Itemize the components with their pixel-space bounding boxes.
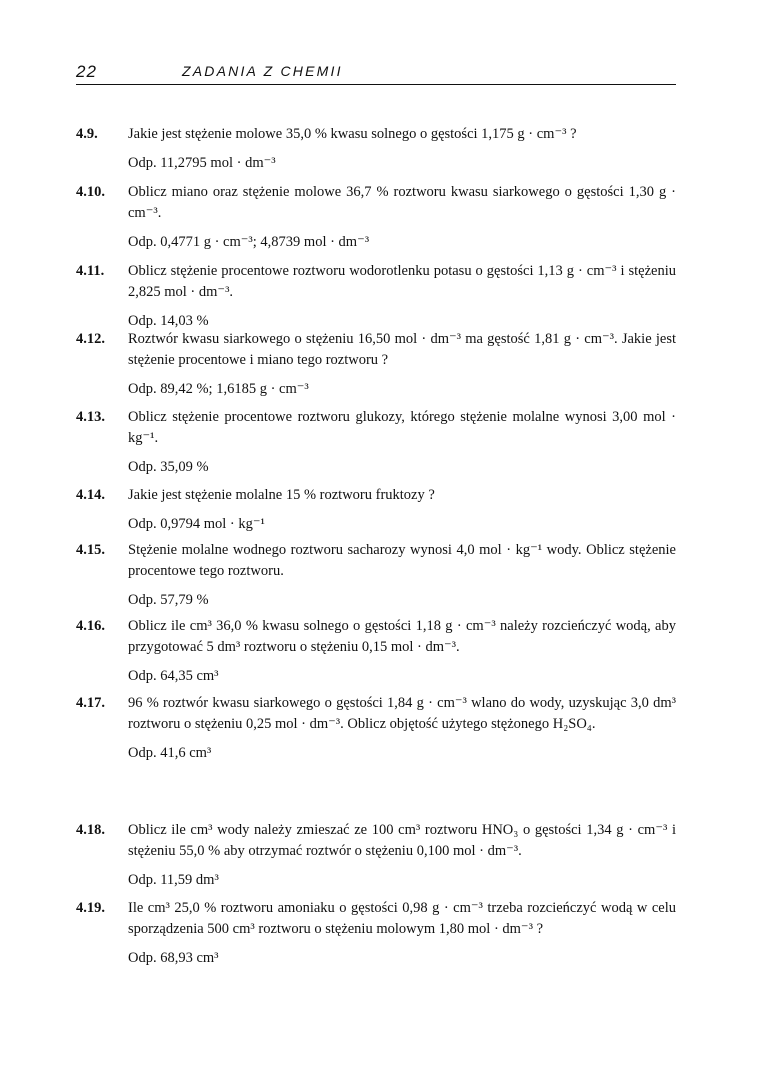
problem-text: Oblicz stężenie procentowe roztworu glukozy, którego stężenie molalne wynosi 3,00 mol · kg⁻¹. [128,409,676,446]
problem-4-19 [76,898,676,969]
problem-text: Roztwór kwasu siarkowego o stężeniu 16,50 mol · dm⁻³ ma gęstość 1,81 g · cm⁻³. Jakie jest stężenie procentowe i miano tego roztworu ? [128,331,676,368]
problem-4-14 [76,485,676,535]
problem-answer: Odp. 0,4771 g · cm⁻³; 4,8739 mol · dm⁻³ [128,234,370,250]
problem-answer: Odp. 57,79 % [128,592,209,608]
running-title: ZADANIA Z CHEMII [182,63,343,79]
problem-number: 4.18. [76,822,105,838]
problem-number: 4.10. [76,184,105,200]
problem-text: Oblicz ile cm³ 36,0 % kwasu solnego o gęstości 1,18 g · cm⁻³ należy rozcieńczyć wodą, aby przygotować 5 dm³ roztworu o stężeniu 0,15 mol · dm⁻³. [128,618,676,655]
problem-text: Ile cm³ 25,0 % roztworu amoniaku o gęstości 0,98 g · cm⁻³ trzeba rozcieńczyć wodą w celu sporządzenia 500 cm³ roztworu o stężeniu molowym 1,80 mol · dm⁻³ ? [128,900,676,937]
problem-number: 4.14. [76,487,105,503]
page-number: 22 [76,62,97,81]
problem-text: Oblicz miano oraz stężenie molowe 36,7 % roztworu kwasu siarkowego o gęstości 1,30 g · cm⁻³. [128,184,676,221]
problem-text: Jakie jest stężenie molowe 35,0 % kwasu solnego o gęstości 1,175 g · cm⁻³ ? [128,126,577,142]
problem-number: 4.15. [76,542,105,558]
problem-number: 4.16. [76,618,105,634]
problem-number: 4.19. [76,900,105,916]
problem-text: Oblicz stężenie procentowe roztworu wodorotlenku potasu o gęstości 1,13 g · cm⁻³ i stężeniu 2,825 mol · dm⁻³. [128,263,676,300]
problem-4-12 [76,329,676,400]
problem-answer: Odp. 89,42 %; 1,6185 g · cm⁻³ [128,381,309,397]
problem-number: 4.11. [76,263,105,279]
problem-4-18 [76,820,676,891]
problem-text: Oblicz ile cm³ wody należy zmieszać ze 100 cm³ roztworu HNO₃ o gęstości 1,34 g · cm⁻³ i stężeniu 55,0 % aby otrzymać roztwór o stężeniu 0,100 mol · dm⁻³. [128,822,676,859]
problem-answer: Odp. 0,9794 mol · kg⁻¹ [128,516,265,532]
problem-text: Stężenie molalne wodnego roztworu sacharozy wynosi 4,0 mol · kg⁻¹ wody. Oblicz stężenie procentowe tego roztworu. [128,542,676,579]
problem-4-9 [76,124,676,174]
problem-number: 4.17. [76,695,105,711]
problem-answer: Odp. 14,03 % [128,313,209,329]
problem-4-11 [76,261,676,332]
problem-text: Jakie jest stężenie molalne 15 % roztworu fruktozy ? [128,487,435,503]
problem-4-10 [76,182,676,253]
problem-4-17 [76,693,676,764]
problem-number: 4.12. [76,331,105,347]
problem-4-16 [76,616,676,687]
page-header [76,62,676,85]
problem-answer: Odp. 64,35 cm³ [128,668,219,684]
problem-text: 96 % roztwór kwasu siarkowego o gęstości 1,84 g · cm⁻³ wlano do wody, uzyskując 3,0 dm³ roztworu o stężeniu 0,25 mol · dm⁻³. Oblicz objętość użytego stężonego H₂SO₄. [128,695,676,732]
problem-number: 4.9. [76,126,98,142]
problem-answer: Odp. 41,6 cm³ [128,745,212,761]
problem-4-15 [76,540,676,611]
problem-answer: Odp. 11,59 dm³ [128,872,219,888]
problem-4-13 [76,407,676,478]
problem-answer: Odp. 68,93 cm³ [128,950,219,966]
problem-number: 4.13. [76,409,105,425]
problem-answer: Odp. 35,09 % [128,459,209,475]
problem-answer: Odp. 11,2795 mol · dm⁻³ [128,155,276,171]
